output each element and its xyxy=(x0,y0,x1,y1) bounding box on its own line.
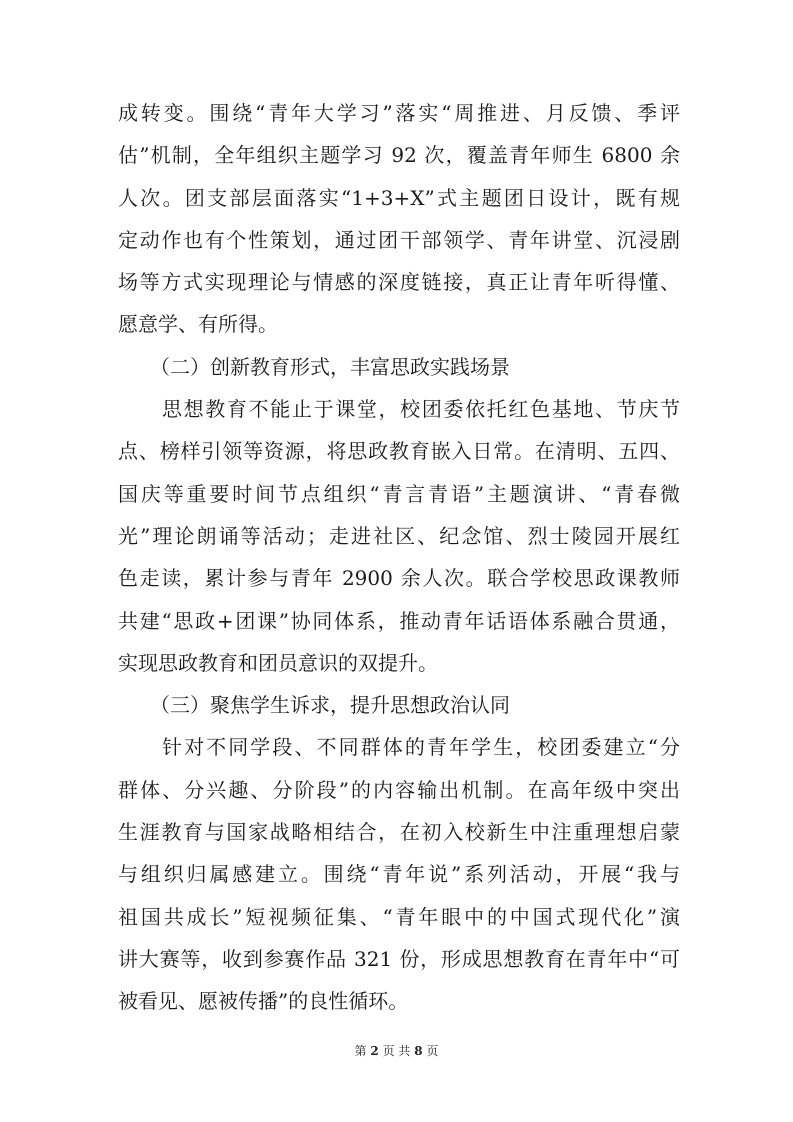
text-line: 成转变。围绕“青年大学习”落实“周推进、月反馈、季评 xyxy=(118,101,680,125)
total-page-number: 8 xyxy=(414,1044,423,1058)
text-line: 思想教育不能止于课堂，校团委依托红色基地、节庆节 xyxy=(162,397,680,422)
page-number-footer xyxy=(0,1042,793,1060)
footer-middle: 页 共 xyxy=(382,1044,411,1058)
current-page-number: 2 xyxy=(370,1044,379,1058)
text-line: 估”机制，全年组织主题学习 92 次，覆盖青年师生 6800 余 xyxy=(118,143,680,168)
text-line: 针对不同学段、不同群体的青年学生，校团委建立“分 xyxy=(162,735,680,760)
text-line: 场等方式实现理论与情感的深度链接，真正让青年听得懂、 xyxy=(118,270,680,295)
section-heading-2: （二）创新教育形式，丰富思政实践场景 xyxy=(150,354,510,379)
paragraph-continued xyxy=(118,92,680,346)
text-line: 与组织归属感建立。围绕“青年说”系列活动，开展“我与 xyxy=(118,862,680,887)
paragraph-section-2 xyxy=(118,388,680,684)
text-line: 共建“思政+团课”协同体系，推动青年话语体系融合贯通， xyxy=(118,608,680,633)
text-line: 人次。团支部层面落实“1+3+X”式主题团日设计，既有规 xyxy=(118,185,680,210)
text-line: 被看见、愿被传播”的良性循环。 xyxy=(118,989,409,1014)
text-line: 讲大赛等，收到参赛作品 321 份，形成思想教育在青年中“可 xyxy=(118,946,680,971)
text-line: 国庆等重要时间节点组织“青言青语”主题演讲、“青春微 xyxy=(118,481,680,506)
footer-prefix: 第 xyxy=(354,1044,367,1058)
paragraph-section-3 xyxy=(118,726,680,1022)
section-heading-3: （三）聚焦学生诉求，提升思想政治认同 xyxy=(150,693,510,718)
document-body xyxy=(118,92,680,1023)
text-line: 愿意学、有所得。 xyxy=(118,312,278,337)
text-line: 色走读，累计参与青年 2900 余人次。联合学校思政课教师 xyxy=(118,566,680,591)
text-line: 定动作也有个性策划，通过团干部领学、青年讲堂、沉浸剧 xyxy=(118,227,680,252)
text-line: 实现思政教育和团员意识的双提升。 xyxy=(118,650,438,675)
text-line: 群体、分兴趣、分阶段”的内容输出机制。在高年级中突出 xyxy=(118,777,680,802)
text-line: 光”理论朗诵等活动；走进社区、纪念馆、烈士陵园开展红 xyxy=(118,523,680,548)
text-line: 生涯教育与国家战略相结合，在初入校新生中注重理想启蒙 xyxy=(118,820,680,845)
footer-suffix: 页 xyxy=(426,1044,439,1058)
text-line: 点、榜样引领等资源，将思政教育嵌入日常。在清明、五四、 xyxy=(118,439,680,464)
text-line: 祖国共成长”短视频征集、“青年眼中的中国式现代化”演 xyxy=(118,904,680,929)
